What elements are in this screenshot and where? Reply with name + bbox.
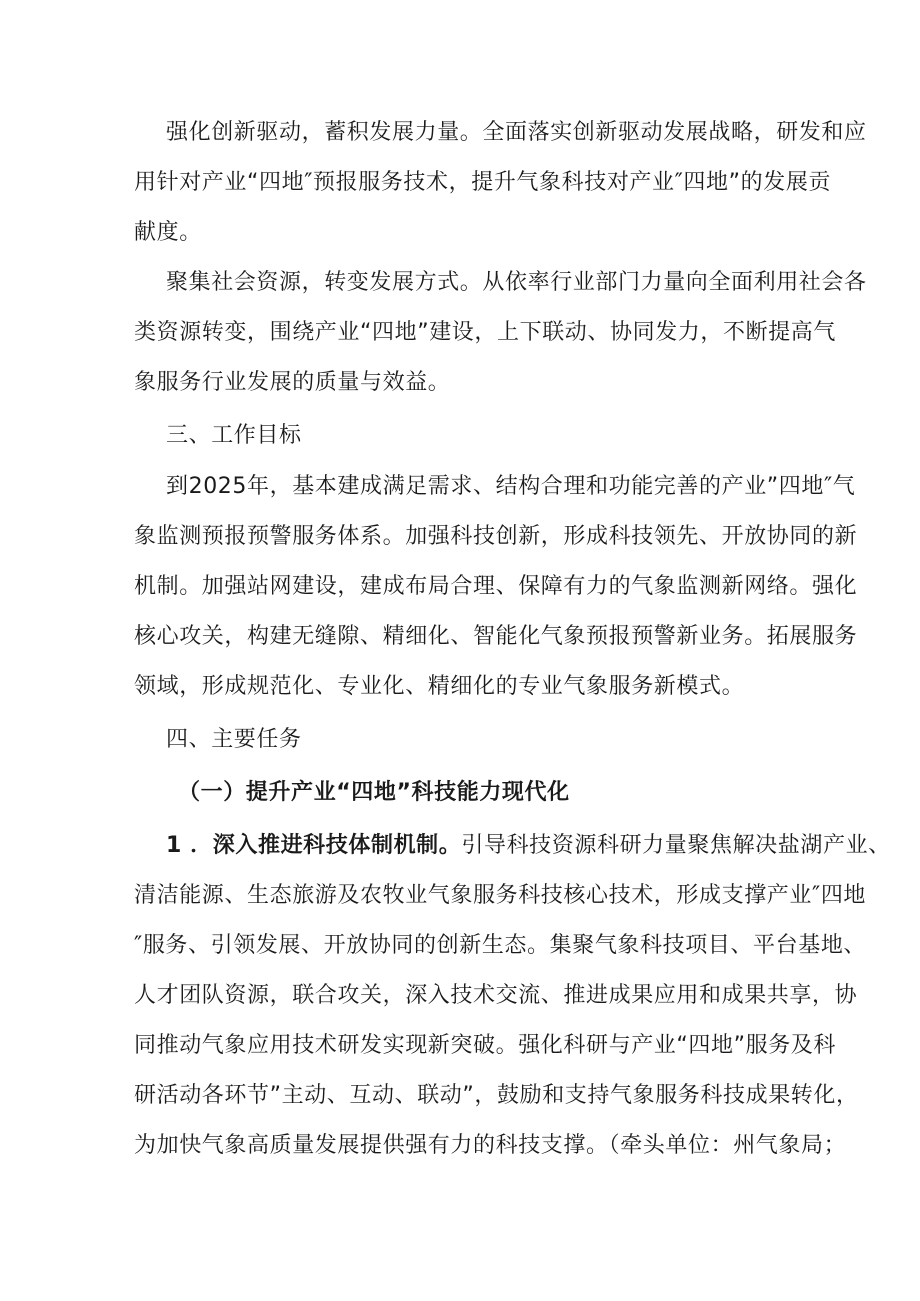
para1-line2: 用针对产业“四地″预报服务技术，提升气象科技对产业″四地”的发展贡 — [134, 170, 832, 195]
para1-line1: 强化创新驱动，蓄积发展力量。全面落实创新驱动发展战略，研发和应 — [166, 120, 867, 145]
subsection-heading-1: （一）提升产业“四地”科技能力现代化 — [178, 780, 570, 805]
para3-line1: 到2025年，基本建成满足需求、结构合理和功能完善的产业”四地″气 — [166, 474, 856, 499]
item1-line4: 人才团队资源，联合攻关，深入技术交流、推进成果应用和成果共享，协 — [134, 983, 858, 1008]
item1-line1 — [166, 831, 891, 861]
para3-line5: 领域，形成规范化、专业化、精细化的专业气象服务新模式。 — [134, 674, 745, 699]
item1-line6: 研活动各环节”主动、互动、联动”，鼓励和支持气象服务科技成果转化， — [134, 1083, 859, 1108]
para2-line2: 类资源转变，围绕产业“四地”建设，上下联动、协同发力，不断提高气 — [134, 320, 836, 345]
para2-line1: 聚集社会资源，转变发展方式。从依率行业部门力量向全面利用社会各 — [166, 270, 867, 295]
item1-line5: 同推动气象应用技术研发实现新突破。强化科研与产业“四地”服务及科 — [134, 1033, 836, 1058]
para2-line3: 象服务行业发展的质量与效益。 — [134, 370, 451, 395]
item1-line2: 清洁能源、生态旅游及农牧业气象服务科技核心技术，形成支撑产业″四地 — [134, 883, 867, 908]
item1-line3: ″服务、引领发展、开放协同的创新生态。集聚气象科技项目、平台基地、 — [134, 933, 867, 958]
para1-line3: 献度。 — [134, 220, 202, 245]
item1-line7: 为加快气象高质量发展提供强有力的科技支撑。（牵头单位：州气象局； — [134, 1133, 847, 1158]
para3-line4: 核心攻关，构建无缝隙、精细化、智能化气象预报预警新业务。拓展服务 — [134, 624, 858, 649]
para3-line2: 象监测预报预警服务体系。加强科技创新，形成科技领先、开放协同的新 — [134, 524, 858, 549]
item1-lead: 1 ．深入推进科技体制机制。 — [166, 833, 462, 858]
section-heading-4: 四、主要任务 — [166, 727, 302, 752]
para3-line3: 机制。加强站网建设，建成布局合理、保障有力的气象监测新网络。强化 — [134, 574, 858, 599]
section-heading-3: 三、工作目标 — [166, 423, 302, 448]
item1-line1-rest: 引导科技资源科研力量聚焦解决盐湖产业、 — [461, 833, 891, 858]
